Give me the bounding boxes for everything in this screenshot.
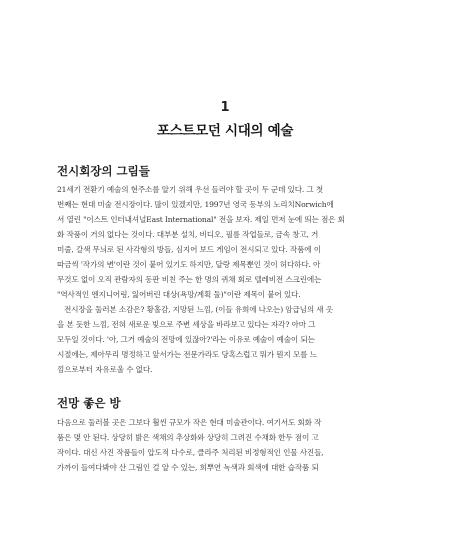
paragraph-line: 미줄, 갈색 무늬로 된 사각형의 방들, 심지어 보드 게임이 전시되고 있다. 작품에 이 bbox=[57, 245, 321, 254]
paragraph-line: 시절에는, 제아무리 명정하고 앞서가는 전문가라도 당혹스럽고 뭐가 뭔지 모를 느 bbox=[57, 350, 317, 359]
paragraph-line: 번째는 현대 미술 전시장이다. 많이 있겠지만, 1997년 영국 동부의 노리치Norwich에 bbox=[57, 200, 334, 209]
paragraph-line: 따금씩 '작가의 변'이란 것이 붙어 있기도 하지만, 달랑 제목뿐인 것이 허다하다. 아 bbox=[57, 260, 321, 269]
chapter-title: 포스트모던 시대의 예술 bbox=[156, 123, 294, 139]
paragraph-line: 무것도 없이 오직 관람자의 동판 비친 주는 한 명의 퀴채 회로 텔레비전 스크린에는 bbox=[57, 275, 322, 284]
paragraph-line: 다음으로 둘러볼 곳은 그보다 훨씬 규모가 작은 현대 미술관이다. 여기서도 회화 작 bbox=[57, 418, 322, 427]
paragraph-line: 낌으로부터 자유로울 수 없다. bbox=[57, 365, 153, 374]
chapter-number: 1 bbox=[220, 100, 230, 115]
paragraph-line: 21세기 전환기 예술의 현주소를 알기 위해 우선 들러야 할 곳이 두 군데 있다. 그 첫 bbox=[57, 185, 324, 194]
section-heading: 전망 좋은 방 bbox=[57, 396, 121, 410]
paragraph-line: 가까이 들여다봐야 산 그림인 걸 알 수 있는, 희뿌연 녹색과 회색에 대한 습작품 되 bbox=[57, 463, 319, 472]
paragraph-line: 모두일 것이다. '아, 그거 예술의 전망에 있잖아?'라는 이유로 예술이 예술이 되는 bbox=[57, 335, 315, 344]
paragraph-line: 화 작품이 거의 없다는 것이다. 대부분 설치, 비디오, 필름 작업들로, 금속 창고, 거 bbox=[57, 230, 319, 239]
paragraph-line: 품은 몇 안 된다. 상당히 밝은 색채의 추상화와 상당히 그려진 수채화 한두 점이 고 bbox=[57, 433, 319, 442]
paragraph-line: "역사적인 엔지니어링, 잃어버린 대상(욕망/계획 둘)"이란 제목이 붙어 있다. bbox=[57, 290, 301, 299]
section-heading: 전시회장의 그림들 bbox=[57, 164, 150, 178]
paragraph-line: 작이다. 대신 사진 작품들이 압도적 다수로, 클라주 처리된 비정형적인 인물 사진들, bbox=[57, 448, 324, 457]
paragraph-line: 서 열린 "이스트 인터내셔널East International" 전을 보자. 제일 먼저 눈에 띄는 점은 회 bbox=[57, 215, 345, 224]
paragraph-line: 을 본 듯한 느낌, 전혀 새로운 빛으로 주변 세상을 바라보고 있다는 자각? 아마 그 bbox=[57, 320, 316, 329]
paragraph-line: 전시장을 둘러본 소감은? 황홀감, 지망된 느낌, (이들 유희에 나오는) 암급님의 새 옷 bbox=[64, 305, 333, 314]
